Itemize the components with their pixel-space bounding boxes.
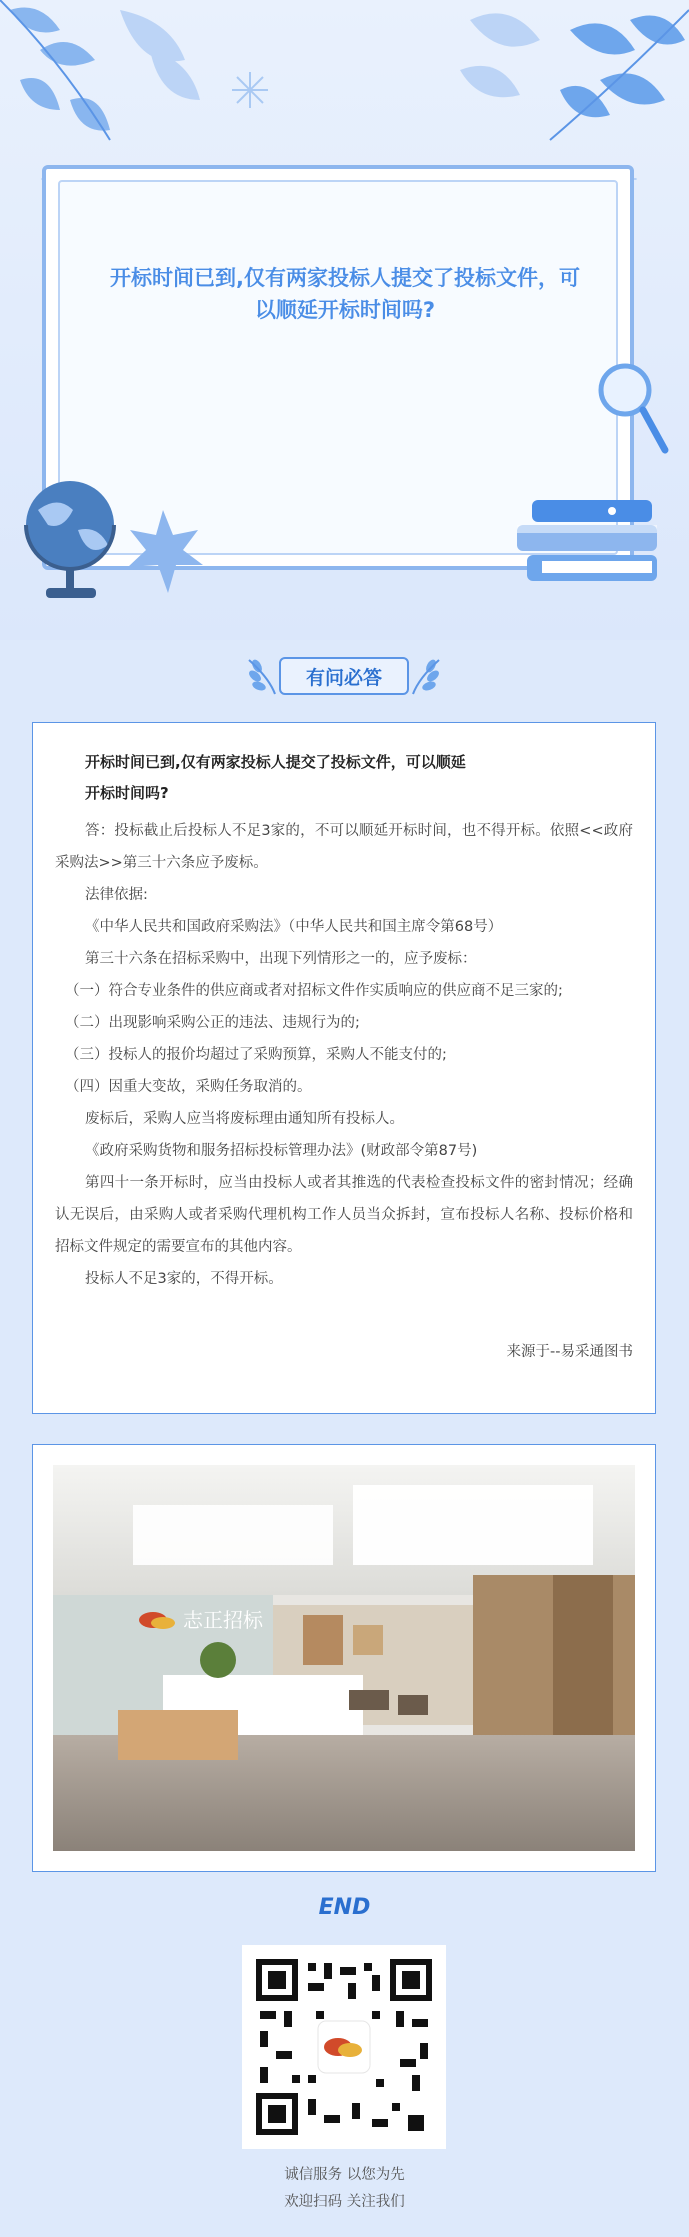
slogan-line-1: 诚信服务 以您为先 xyxy=(284,2167,405,2183)
article-card xyxy=(32,722,656,1414)
snowflake-icon xyxy=(230,70,270,110)
article-paragraph: 法律依据: xyxy=(85,887,148,903)
article-paragraph: （二）出现影响采购公正的违法、违规行为的; xyxy=(65,1015,360,1031)
article-source: 来源于--易采通图书 xyxy=(506,1344,633,1360)
article-paragraph: （三）投标人的报价均超过了采购预算，采购人不能支付的; xyxy=(65,1047,447,1063)
company-logo-text: 志正招标 xyxy=(183,1610,263,1632)
office-photo-card xyxy=(32,1444,656,1872)
leaf-branch-left-icon xyxy=(0,0,220,150)
office-reception-photo xyxy=(53,1465,635,1851)
article-question: 开标时间已到,仅有两家投标人提交了投标文件，可以顺延开标时间吗? xyxy=(85,753,466,802)
article-paragraph: （四）因重大变故，采购任务取消的。 xyxy=(65,1079,312,1095)
section-badge-label: 有问必答 xyxy=(279,657,409,695)
article-paragraph: 第四十一条开标时，应当由投标人或者其推选的代表检查投标文件的密封情况；经确认无误后，由采购人或者采购代理机构工作人员当众拆封，宣布投标人名称、投标价格和招标文件规定的需要宣布的其他内容。 xyxy=(55,1175,633,1255)
leaf-branch-right-icon xyxy=(450,0,689,150)
qr-code-icon xyxy=(252,1955,436,2139)
section-badge xyxy=(245,654,443,698)
maple-leaf-icon xyxy=(118,505,208,600)
end-label: END xyxy=(318,1895,371,1920)
globe-icon xyxy=(18,470,128,605)
article-paragraph: （一）符合专业条件的供应商或者对招标文件作实质响应的供应商不足三家的; xyxy=(65,983,563,999)
article-paragraph: 第三十六条在招标采购中，出现下列情形之一的，应予废标： xyxy=(85,951,477,967)
article-paragraph: 废标后，采购人应当将废标理由通知所有投标人。 xyxy=(85,1111,404,1127)
magnifier-icon xyxy=(595,360,670,455)
wheat-left-icon xyxy=(245,658,279,696)
wheat-right-icon xyxy=(409,658,443,696)
article-paragraph: 投标人不足3家的，不得开标。 xyxy=(85,1271,283,1287)
article-paragraph: 答：投标截止后投标人不足3家的，不可以顺延开标时间，也不得开标。依照<<政府采购法>>第三十六条应予废标。 xyxy=(55,823,633,871)
hero-banner xyxy=(0,0,689,640)
slogan-line-2: 欢迎扫码 关注我们 xyxy=(284,2194,405,2210)
hero-title: 开标时间已到,仅有两家投标人提交了投标文件，可以顺延开标时间吗? xyxy=(110,266,580,322)
article-paragraph: 《中华人民共和国政府采购法》（中华人民共和国主席令第68号） xyxy=(85,919,503,935)
qr-code[interactable] xyxy=(242,1945,446,2149)
article-paragraph: 《政府采购货物和服务招标投标管理办法》(财政部令第87号) xyxy=(85,1143,478,1159)
books-icon xyxy=(512,495,672,590)
